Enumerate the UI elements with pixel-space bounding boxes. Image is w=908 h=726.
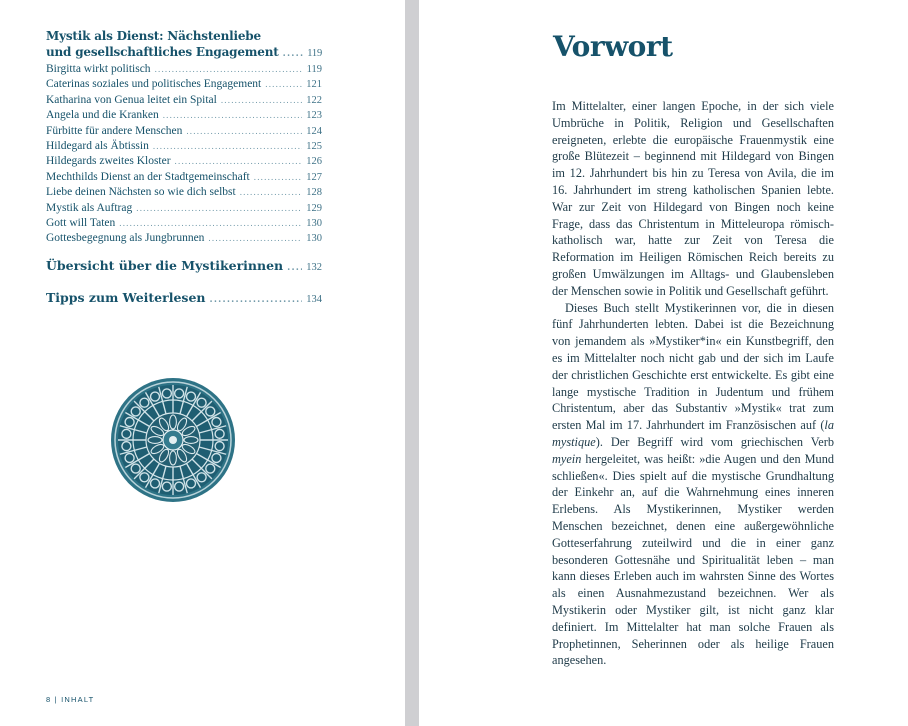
paragraph-2 [552,300,834,670]
toc-entry-page: 129 [306,202,322,214]
toc-entry-title: Gottesbegegnung als Jungbrunnen [46,232,205,245]
toc-entry[interactable] [46,77,322,92]
toc-entry[interactable] [46,154,322,169]
toc-entry[interactable] [46,185,322,200]
book-gutter [405,0,419,726]
toc-leader-dots [208,231,302,246]
page-footer [46,695,94,704]
toc-section-page: 132 [306,261,322,273]
toc-heading-line2: und gesellschaftliches Engagement [46,45,279,59]
toc-entry-page: 130 [306,218,322,230]
table-of-contents [46,28,322,309]
toc-entry-title: Angela und die Kranken [46,109,159,122]
toc-leader-dots [240,185,303,200]
toc-entry-title: Birgitta wirkt politisch [46,63,151,75]
toc-heading-page: 119 [307,48,322,59]
toc-leader-dots [287,259,302,277]
right-page [419,0,908,726]
toc-leader-dots [119,216,302,231]
toc-entry-page: 126 [306,156,322,168]
footer-section-label: INHALT [61,695,95,704]
toc-entry-title: Katharina von Genua leitet ein Spital [46,93,217,106]
footer-separator: | [54,695,58,704]
toc-entry-page: 119 [306,64,322,75]
p2-text-part2: ). Der Begriff wird vom griechischen Verb [595,434,834,449]
toc-leader-dots [153,139,302,154]
toc-entry-title: Hildegards zweites Kloster [46,155,171,168]
toc-leader-dots [221,93,302,108]
toc-entry-page: 121 [306,79,322,91]
rose-window-icon [110,377,236,503]
toc-entry-page: 128 [306,187,322,199]
toc-section-overview[interactable] [46,257,322,277]
body-text [552,98,834,669]
toc-entry[interactable] [46,201,322,216]
toc-entry-title: Mechthilds Dienst an der Stadtgemeinschaft [46,170,250,183]
chapter-title: Vorwort [553,30,673,63]
toc-chapter-heading[interactable] [46,28,322,62]
toc-entry-page: 123 [306,110,322,122]
toc-leader-dots [265,77,302,92]
toc-section-page: 134 [306,293,322,305]
toc-entry[interactable] [46,231,322,246]
toc-entry-page: 125 [306,141,322,153]
toc-entry[interactable] [46,93,322,108]
toc-section-title: Tipps zum Weiterlesen [46,289,206,305]
p2-text-part3: hergeleitet, was heißt: »die Augen und den Mund schließen«. Dies spielt auf die mystische Grundhaltung der Einkehr an, auf die Wahrnehmung eines inneren Erlebens. Als Mystikerinnen, Mystiker werden Menschen bezeichnet, denen eine außergewöhnliche Gotteserfahrung zuteilwird und die in einer ganz besonderen Gottesnähe und Spiritualität leben – man kann dieses Erleben auch im wahrsten Sinne des Wortes als einen Ausnahmezustand bezeichnen. Wer als Mystikerin oder Mystiker gilt, ist nicht ganz klar definiert. Im Mittelalter hat man solche Frauen als Prophetinnen, Seherinnen oder als heilige Frauen angesehen. [552,451,834,668]
paragraph-1: Im Mittelalter, einer langen Epoche, in der sich viele Umbrüche in Politik, Religion und Gesellschaften ereigneten, erlebte die europäische Frauenmystik eine große Blütezeit – beginnend mit Hildegard von Bingen im 12. Jahrhundert bis hin zu Teresa von Avila, die im 16. Jahrhundert im streng katholischen Spanien lebte. War zur Zeit von Hildegard von Bingen noch keine Frage, dass das Christentum in Mitteleuropa römisch-katholisch war, hatte zur Zeit von Teresa die Reformation im Heiligen Römischen Reich bereits zu großen Umwälzungen im Alltags- und Glaubensleben der Menschen sowie in Politik und Gesellschaft geführt. [552,99,834,298]
toc-section-tips[interactable] [46,289,322,309]
toc-leader-dots [155,62,303,77]
toc-leader-dots [175,154,303,169]
p2-text-part1: Dieses Buch stellt Mystikerinnen vor, die in diesen fünf Jahrhunderten lebten. Dabei ist die Bezeichnung von jemandem als »Mystiker*in« ein Kunstbegriff, den es im Mittelalter noch nicht gab und der sich im Laufe der christlichen Geschichte erst entwickelte. Es gibt eine lange mystische Tradition in Judentum und frühem Christentum, aber das Substantiv »Mystik« trat zum ersten Mal im 17. Jahrhundert im Französischen auf ( [552,300,834,433]
toc-entry[interactable] [46,108,322,123]
toc-entry-title: Gott will Taten [46,217,116,230]
toc-entry-page: 130 [306,233,322,245]
toc-entry-page: 122 [306,94,322,106]
toc-leader-dots [136,201,302,216]
toc-section-title: Übersicht über die Mystikerinnen [46,257,284,273]
toc-entry-page: 127 [306,171,322,183]
toc-entry[interactable] [46,170,322,185]
left-page [0,0,405,726]
toc-entry[interactable] [46,124,322,139]
toc-entry-title: Fürbitte für andere Menschen [46,124,183,137]
toc-leader-dots [283,46,304,62]
toc-entry-title: Mystik als Auftrag [46,201,133,214]
footer-page-number: 8 [46,695,52,704]
toc-leader-dots [210,291,303,309]
toc-entry-page: 124 [306,125,322,137]
toc-entry-title: Liebe deinen Nächsten so wie dich selbst [46,186,236,199]
p2-italic-la-mystique: la mystique [552,418,834,449]
toc-entry-title: Hildegard als Äbtissin [46,140,149,153]
toc-leader-dots [254,170,302,185]
toc-leader-dots [186,124,302,139]
toc-entry[interactable] [46,216,322,231]
toc-entry-title: Caterinas soziales und politisches Engagement [46,78,262,91]
toc-entry[interactable] [46,62,322,77]
toc-entry[interactable] [46,139,322,154]
toc-heading-line1: Mystik als Dienst: Nächstenliebe [46,29,261,43]
p2-italic-myein: myein [552,451,582,466]
toc-leader-dots [163,108,303,123]
